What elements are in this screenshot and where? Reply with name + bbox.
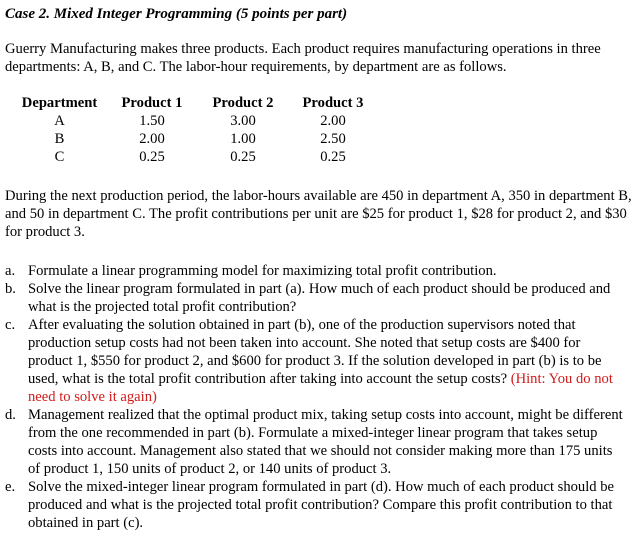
table-cell: 2.50 — [320, 131, 346, 147]
table-header-product-1: Product 1 — [121, 95, 183, 111]
item-letter: e. — [5, 479, 16, 495]
table-header-department: Department — [21, 95, 98, 111]
list-item — [5, 316, 625, 406]
table-cell: 3.00 — [230, 113, 256, 129]
table-cell: 1.50 — [139, 113, 165, 129]
list-item — [5, 262, 625, 280]
item-letter: b. — [5, 281, 16, 297]
table-cell: C — [54, 149, 65, 165]
availability-paragraph — [5, 187, 633, 241]
table-cell: 0.25 — [230, 149, 256, 165]
table-cell: B — [54, 131, 65, 147]
table-cell: 2.00 — [139, 131, 165, 147]
intro-text: Guerry Manufacturing makes three products. Each product requires manufacturing operations in three departments: A, B, and C. The labor-hour requirements, by department are as follows. — [5, 41, 601, 75]
table-cell: 2.00 — [320, 113, 346, 129]
table-cell: 1.00 — [230, 131, 256, 147]
item-letter: c. — [5, 317, 16, 333]
item-text: After evaluating the solution obtained in part (b), one of the production supervisors noted that production setup costs had not been taken into account. She noted that setup costs are $400 for product 1, $550 for product 2, and $600 for product 3. If the solution developed in part (b) is to be used, what is the total profit contribution after taking into account the setup costs? — [28, 317, 602, 387]
table-row — [12, 130, 377, 148]
question-list — [5, 262, 625, 532]
table-header-product-2: Product 2 — [212, 95, 274, 111]
item-letter: d. — [5, 407, 16, 423]
table-cell: 0.25 — [139, 149, 165, 165]
table-row — [12, 112, 377, 130]
item-text: Solve the linear program formulated in part (a). How much of each product should be produced and what is the projected total profit contribution? — [28, 281, 611, 315]
item-text: Solve the mixed-integer linear program formulated in part (d). How much of each product should be produced and what is the projected total profit contribution? Compare this profit contribution to that obtained in part (c). — [28, 479, 615, 531]
availability-text: During the next production period, the labor-hours available are 450 in department A, 350 in department B, and 50 in department C. The profit contributions per unit are $25 for product 1, $28 for product 2, and $30 for product 3. — [5, 188, 632, 240]
item-text: Management realized that the optimal product mix, taking setup costs into account, might be different from the one recommended in part (b). Formulate a mixed-integer linear program that takes setup costs into account. Management also stated that we should not consider making more than 175 units of product 1, 150 units of product 2, or 140 units of product 3. — [28, 407, 623, 477]
case-title: Case 2. Mixed Integer Programming (5 points per part) — [5, 6, 348, 22]
item-text: Formulate a linear programming model for maximizing total profit contribution. — [28, 263, 497, 279]
table-cell: 0.25 — [320, 149, 346, 165]
table-header-product-3: Product 3 — [302, 95, 364, 111]
list-item — [5, 280, 625, 316]
intro-paragraph — [5, 40, 635, 76]
table-row — [12, 148, 377, 166]
labor-hour-table — [12, 94, 377, 166]
table-header-row — [12, 94, 377, 112]
list-item — [5, 406, 625, 478]
table-cell: A — [54, 113, 65, 129]
list-item — [5, 478, 625, 532]
hint-text: (Hint: You do not need to solve it again) — [28, 371, 613, 405]
item-letter: a. — [5, 263, 16, 279]
